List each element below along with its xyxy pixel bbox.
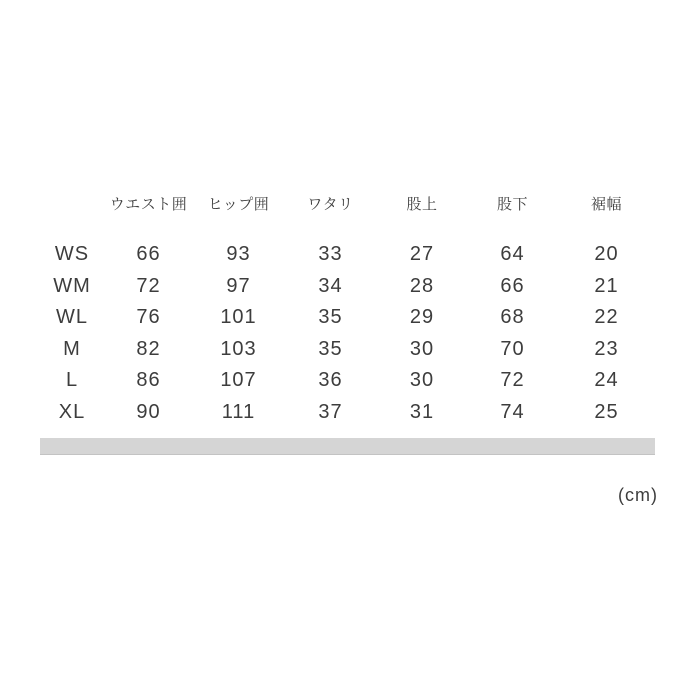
col-header-hip: ヒップ囲: [207, 196, 270, 213]
cell-hem: 20: [594, 243, 619, 266]
col-header-waist: ウエスト囲: [109, 196, 188, 213]
cell-inseam: 64: [500, 243, 525, 266]
cell-thigh: 35: [318, 337, 343, 360]
row-label-size: WM: [53, 274, 91, 297]
row-label-size: L: [65, 369, 79, 392]
cell-rise: 27: [409, 243, 435, 266]
cell-hem: 23: [594, 337, 619, 360]
unit-label: (cm): [618, 485, 658, 505]
cell-waist: 66: [136, 243, 161, 266]
cell-rise: 30: [409, 369, 435, 392]
cell-hem: 25: [594, 400, 619, 423]
cell-waist: 72: [136, 274, 161, 297]
table-row: [40, 302, 655, 334]
cell-hip: 93: [226, 243, 251, 266]
cell-rise: 28: [409, 274, 435, 297]
cell-hip: 97: [226, 274, 251, 297]
table-row: [40, 397, 655, 429]
cell-hem: 21: [594, 274, 619, 297]
cell-thigh: 37: [318, 400, 343, 423]
cell-hem: 22: [594, 306, 619, 329]
col-header-inseam: 股下: [496, 196, 528, 213]
cell-inseam: 68: [500, 306, 525, 329]
cell-inseam: 72: [500, 369, 525, 392]
cell-thigh: 36: [318, 369, 343, 392]
cell-thigh: 34: [318, 274, 343, 297]
cell-waist: 90: [136, 400, 161, 423]
col-header-hem: 裾幅: [590, 196, 622, 213]
cell-rise: 31: [409, 400, 435, 423]
header-row: [40, 197, 655, 239]
table-row: [40, 239, 655, 271]
col-header-rise: 股上: [406, 196, 438, 213]
row-label-size: WS: [54, 243, 90, 266]
cell-thigh: 35: [318, 306, 343, 329]
row-label-size: XL: [58, 400, 86, 423]
cell-hip: 101: [220, 306, 257, 329]
cell-waist: 82: [136, 337, 161, 360]
cell-waist: 76: [136, 306, 161, 329]
cell-hip: 103: [220, 337, 257, 360]
table-row: [40, 365, 655, 397]
cell-inseam: 70: [500, 337, 525, 360]
size-table: [40, 197, 655, 428]
cell-thigh: 33: [318, 243, 343, 266]
cell-hip: 111: [221, 400, 256, 423]
row-label-size: WL: [56, 306, 88, 329]
corner-cell: [40, 197, 104, 239]
cell-waist: 86: [136, 369, 161, 392]
table-row: [40, 271, 655, 303]
table-row: [40, 334, 655, 366]
cell-inseam: 66: [500, 274, 525, 297]
cell-rise: 30: [409, 337, 435, 360]
cell-inseam: 74: [500, 400, 525, 423]
row-label-size: M: [63, 337, 81, 360]
cell-rise: 29: [409, 306, 435, 329]
cell-hem: 24: [594, 369, 619, 392]
col-header-thigh: ワタリ: [307, 196, 354, 213]
cell-hip: 107: [220, 369, 257, 392]
divider-bar: [40, 438, 655, 455]
